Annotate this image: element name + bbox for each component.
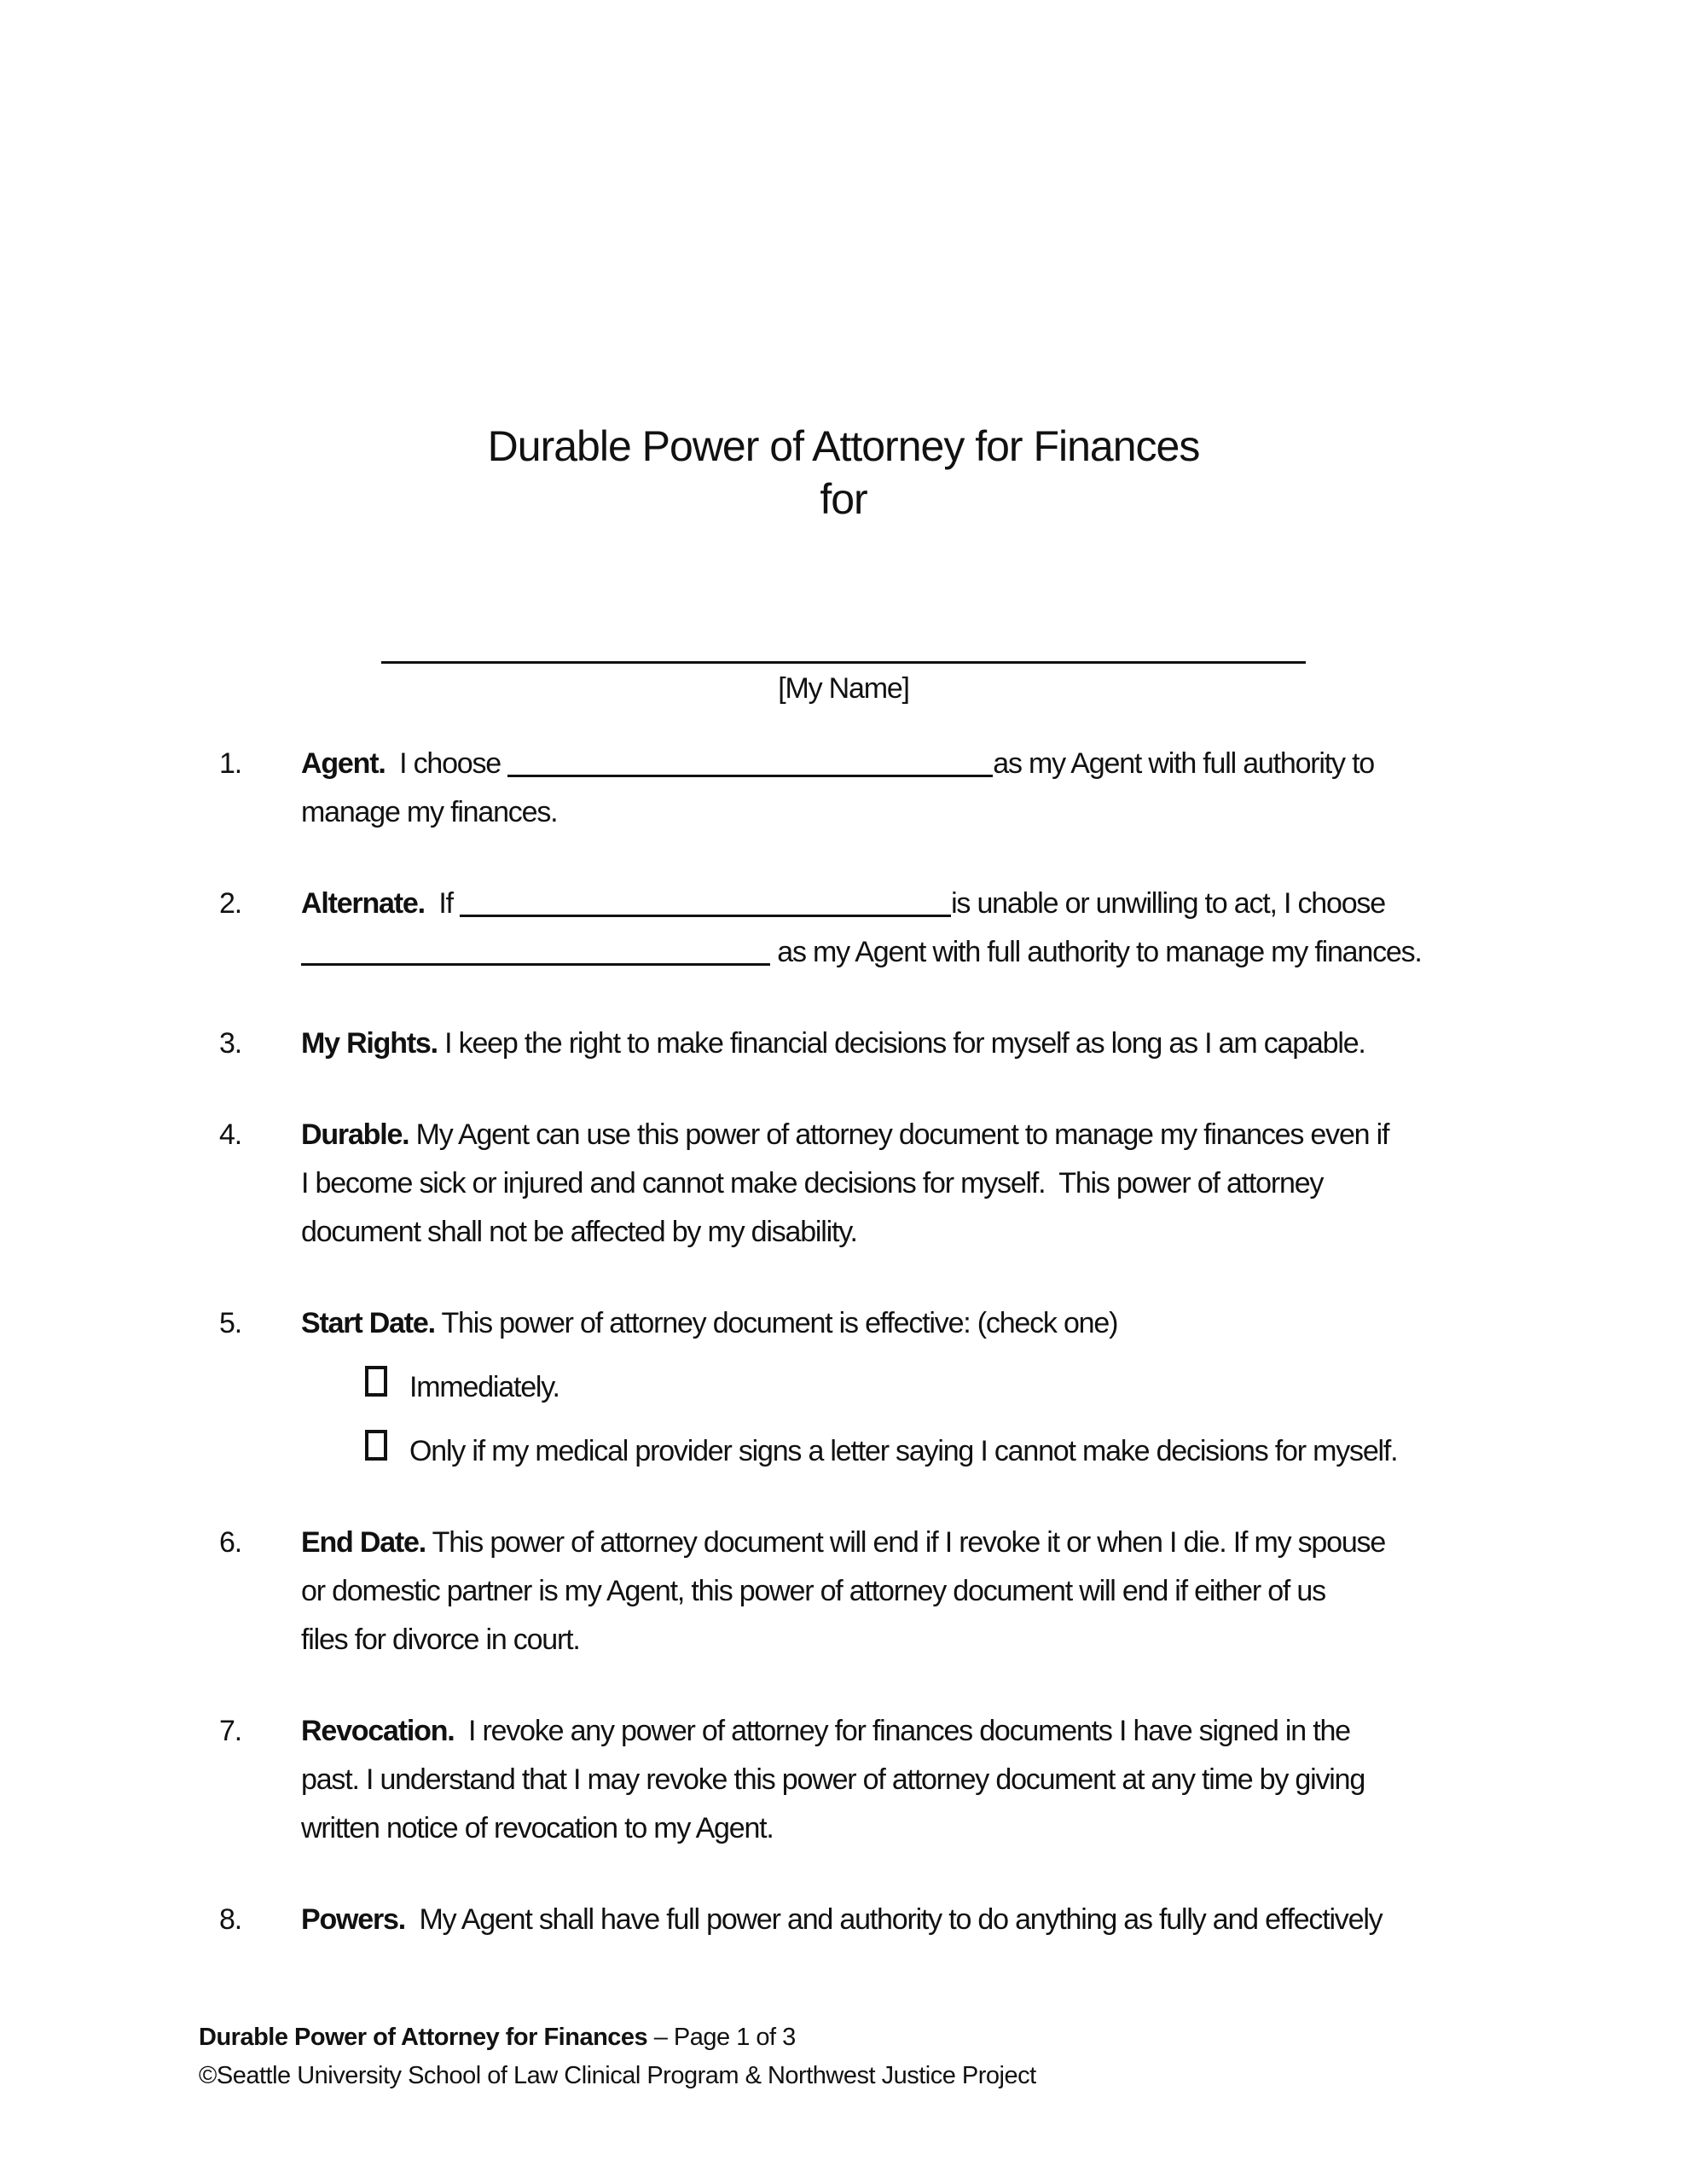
item-heading: My Rights.	[301, 1027, 438, 1060]
item-body	[301, 1299, 1488, 1476]
item-text: as my Agent with full authority to	[993, 747, 1375, 780]
item-text: I keep the right to make financial decisions for myself as long as I am capable.	[437, 1027, 1365, 1060]
item-heading: Start Date.	[301, 1307, 435, 1339]
checkbox[interactable]	[365, 1366, 387, 1397]
title-line-1: Durable Power of Attorney for Finances	[487, 422, 1200, 470]
item-body	[301, 1896, 1488, 1944]
item-text: or domestic partner is my Agent, this power of attorney document will end if either of us	[301, 1575, 1325, 1607]
item-number: 6.	[219, 1526, 241, 1559]
list-item	[199, 1519, 1488, 1664]
list-item	[199, 880, 1488, 977]
item-body	[301, 1019, 1488, 1068]
checkbox-label: Immediately.	[409, 1371, 559, 1403]
list-item	[199, 1299, 1488, 1476]
item-text: as my Agent with full authority to manage my finances.	[770, 936, 1422, 968]
item-text: document shall not be affected by my disability.	[301, 1216, 857, 1248]
checkbox-option	[365, 1427, 1488, 1476]
item-number: 3.	[219, 1027, 241, 1060]
item-text: is unable or unwilling to act, I choose	[951, 887, 1385, 920]
footer-copyright: ©Seattle University School of Law Clinical Program & Northwest Justice Project	[199, 2062, 1036, 2089]
item-text: If	[424, 887, 461, 920]
item-body	[301, 880, 1488, 977]
item-number: 4.	[219, 1118, 241, 1151]
fill-in-blank[interactable]	[301, 937, 770, 966]
list-item	[199, 1111, 1488, 1257]
checkbox[interactable]	[365, 1430, 387, 1461]
item-heading: Durable.	[301, 1118, 409, 1151]
item-number: 7.	[219, 1715, 241, 1747]
item-text: This power of attorney document will end if I revoke it or when I die. If my spouse	[426, 1526, 1386, 1559]
name-fill-in-line[interactable]	[381, 661, 1306, 664]
item-text: My Agent can use this power of attorney document to manage my finances even if	[409, 1118, 1389, 1151]
item-text: My Agent shall have full power and authority to do anything as fully and effectively	[405, 1903, 1383, 1936]
item-body	[301, 1707, 1488, 1853]
item-text: I choose	[385, 747, 508, 780]
item-text: I become sick or injured and cannot make decisions for myself. This power of attorney	[301, 1167, 1324, 1199]
item-text: written notice of revocation to my Agent.	[301, 1812, 774, 1844]
item-text: files for divorce in court.	[301, 1623, 580, 1656]
item-number: 1.	[219, 747, 241, 780]
numbered-items	[0, 740, 1687, 1944]
title-line-2: for	[820, 475, 867, 523]
item-body	[301, 740, 1488, 837]
item-body	[301, 1111, 1488, 1257]
item-number: 2.	[219, 887, 241, 920]
list-item	[199, 1707, 1488, 1853]
name-block	[0, 661, 1687, 706]
document-title	[0, 0, 1687, 526]
item-number: 8.	[219, 1903, 241, 1936]
footer-title-line	[199, 2018, 1036, 2057]
name-caption: [My Name]	[778, 672, 909, 705]
footer-page-number: – Page 1 of 3	[647, 2024, 796, 2051]
list-item	[199, 740, 1488, 837]
item-heading: Agent.	[301, 747, 386, 780]
item-text: This power of attorney document is effective: (check one)	[434, 1307, 1118, 1339]
item-number: 5.	[219, 1307, 241, 1339]
checkbox-label: Only if my medical provider signs a letter saying I cannot make decisions for myself.	[409, 1435, 1398, 1467]
item-text: I revoke any power of attorney for finances documents I have signed in the	[454, 1715, 1350, 1747]
item-body	[301, 1519, 1488, 1664]
fill-in-blank[interactable]	[460, 888, 951, 917]
footer-doc-title: Durable Power of Attorney for Finances	[199, 2024, 648, 2051]
item-text: manage my finances.	[301, 796, 558, 828]
list-item	[199, 1019, 1488, 1068]
checkbox-option	[365, 1363, 1488, 1412]
item-heading: Alternate.	[301, 887, 425, 920]
item-text: past. I understand that I may revoke this power of attorney document at any time by giving	[301, 1763, 1365, 1796]
page-footer	[199, 2018, 1036, 2095]
fill-in-blank[interactable]	[507, 748, 993, 777]
item-heading: Powers.	[301, 1903, 405, 1936]
list-item	[199, 1896, 1488, 1944]
item-heading: Revocation.	[301, 1715, 455, 1747]
item-heading: End Date.	[301, 1526, 426, 1559]
